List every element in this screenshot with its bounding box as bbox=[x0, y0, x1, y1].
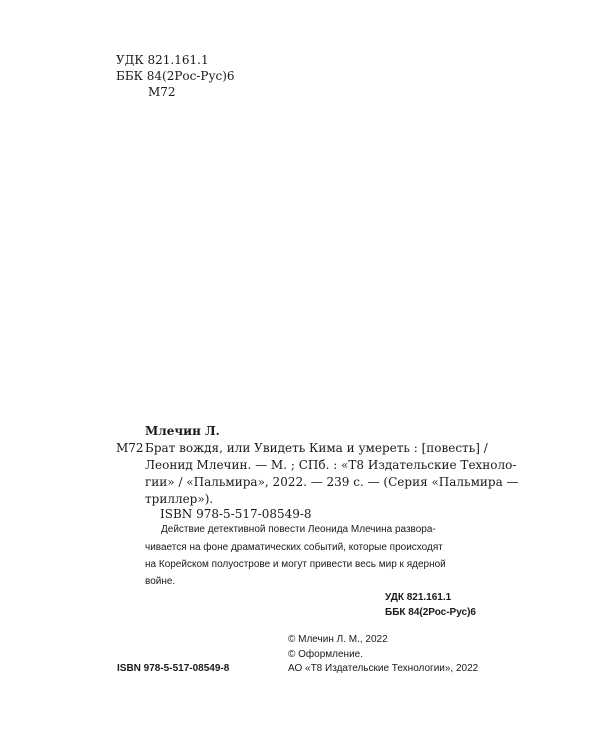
isbn-entry: ISBN 978-5-517-08549-8 bbox=[160, 507, 312, 521]
bibliographic-line: Леонид Млечин. — М. ; СПб. : «Т8 Издательские Техноло- bbox=[145, 458, 517, 472]
bbk-code: ББК 84(2Рос-Рус)6 bbox=[116, 69, 235, 83]
annotation-line: чивается на фоне драматических событий, которые происходят bbox=[145, 542, 443, 553]
entry-author-mark: М72 bbox=[116, 441, 144, 455]
udk-code-bottom: УДК 821.161.1 bbox=[385, 592, 452, 603]
annotation-line: на Корейском полуострове и могут привести весь мир к ядерной bbox=[145, 559, 446, 570]
annotation-line: Действие детективной повести Леонида Млечина разворa- bbox=[161, 524, 436, 535]
annotation-line: войне. bbox=[145, 576, 176, 587]
isbn-bottom: ISBN 978-5-517-08549-8 bbox=[117, 663, 230, 674]
bbk-code-bottom: ББК 84(2Рос-Рус)6 bbox=[385, 607, 476, 618]
copyright-line: © Млечин Л. М., 2022 bbox=[288, 634, 388, 645]
udk-code: УДК 821.161.1 bbox=[116, 53, 209, 67]
bibliographic-line: Брат вождя, или Увидеть Кима и умереть : [повесть] / bbox=[145, 441, 488, 455]
author-mark: М72 bbox=[148, 85, 176, 99]
bibliographic-line: гии» / «Пальмира», 2022. — 239 с. — (Серия «Пальмира — bbox=[145, 475, 519, 489]
author-heading: Млечин Л. bbox=[145, 424, 220, 438]
copyright-line: © Оформление. bbox=[288, 649, 363, 660]
copyright-line: АО «Т8 Издательские Технологии», 2022 bbox=[288, 663, 479, 674]
bibliographic-line: триллер»). bbox=[145, 492, 214, 506]
